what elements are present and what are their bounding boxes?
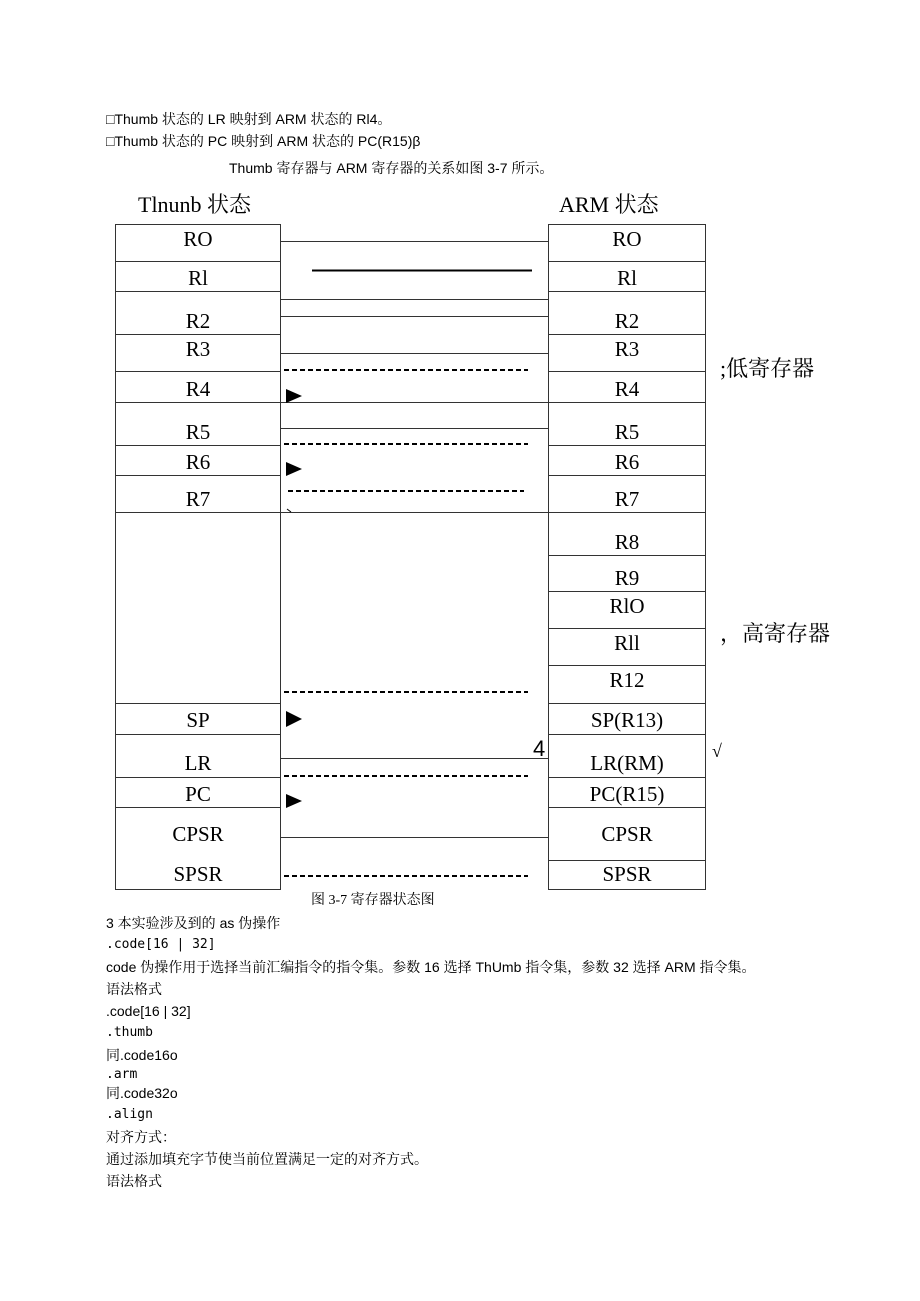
check-mark-icon: √ [712, 741, 722, 761]
arm-reg-pc: PC(R15) [589, 782, 665, 806]
syntax-heading-1: 语法格式 [106, 981, 162, 997]
figure-caption: 图 3-7 寄存器状态图 [311, 893, 435, 908]
arrow-sp-icon [286, 711, 302, 727]
thumb-reg-r1: Rl [188, 266, 208, 290]
thumb-directive: .thumb [106, 1025, 153, 1040]
arm-directive: .arm [106, 1067, 138, 1082]
arrow-pc-icon [286, 794, 302, 808]
arrow-r6-icon [286, 462, 302, 476]
thumb-reg-r5: R5 [185, 420, 211, 444]
arm-reg-r8: R8 [614, 530, 640, 554]
thumb-reg-cpsr: CPSR [172, 822, 224, 846]
thumb-reg-lr: LR [184, 751, 212, 775]
syntax-heading-2: 语法格式 [106, 1173, 162, 1189]
align-directive: .align [106, 1107, 153, 1122]
arm-reg-r11: Rll [614, 631, 640, 655]
code-directive: .code[16 | 32] [106, 937, 216, 952]
align-description: 通过添加填充字节使当前位置满足一定的对齐方式。 [106, 1151, 428, 1167]
arm-reg-r6: R6 [614, 450, 640, 474]
intro-line-pc: □Thumb 状态的 PC 映射到 ARM 状态的 PC(R15)β [106, 133, 421, 149]
thumb-reg-r3: R3 [185, 337, 211, 361]
arm-reg-r1: Rl [617, 266, 637, 290]
arm-reg-r4: R4 [614, 377, 640, 401]
thumb-description: 同.code16o [106, 1047, 178, 1063]
high-register-label: ，高寄存器 [720, 621, 831, 646]
align-label: 对齐方式： [106, 1129, 176, 1145]
arm-reg-r5: R5 [614, 420, 640, 444]
intro-line-figure-ref: Thumb 寄存器与 ARM 寄存器的关系如图 3-7 所示。 [229, 160, 554, 176]
arrow-r4-icon [286, 389, 302, 403]
thumb-reg-r4: R4 [185, 377, 211, 401]
arm-description: 同.code32o [106, 1085, 178, 1101]
arm-reg-r3: R3 [614, 337, 640, 361]
arm-reg-lr: LR(RM) [590, 751, 664, 775]
thumb-reg-r2: R2 [185, 309, 211, 333]
mark-four: 4 [533, 736, 546, 761]
section-heading: 3 本实验涉及到的 as 伪操作 [106, 915, 281, 931]
arm-reg-sp: SP(R13) [590, 708, 664, 732]
arm-reg-r0: RO [612, 227, 642, 251]
arm-reg-r10: RlO [609, 594, 645, 618]
arm-reg-spsr: SPSR [602, 862, 652, 886]
low-register-label: ;低寄存器 [720, 356, 815, 381]
thumb-reg-sp: SP [186, 708, 210, 732]
thumb-reg-r6: R6 [185, 450, 211, 474]
thumb-state-title: Tlnunb 状态 [138, 192, 252, 217]
arm-reg-r7: R7 [614, 487, 640, 511]
thumb-reg-spsr: SPSR [173, 862, 223, 886]
thumb-reg-pc: PC [185, 782, 211, 806]
intro-line-lr: □Thumb 状态的 LR 映射到 ARM 状态的 Rl4。 [106, 111, 392, 127]
code-description: code 伪操作用于选择当前汇编指令的指令集。参数 16 选择 ThUmb 指令集，参数 32 选择 ARM 指令集。 [106, 959, 756, 975]
thumb-reg-r7: R7 [185, 487, 211, 511]
thumb-reg-r0: RO [183, 227, 213, 251]
arm-reg-r12: R12 [609, 668, 645, 692]
arm-reg-r2: R2 [614, 309, 640, 333]
arm-state-title: ARM 状态 [559, 192, 659, 217]
code-syntax: .code[16 | 32] [106, 1003, 191, 1019]
arm-reg-r9: R9 [614, 566, 640, 590]
arm-reg-cpsr: CPSR [601, 822, 653, 846]
